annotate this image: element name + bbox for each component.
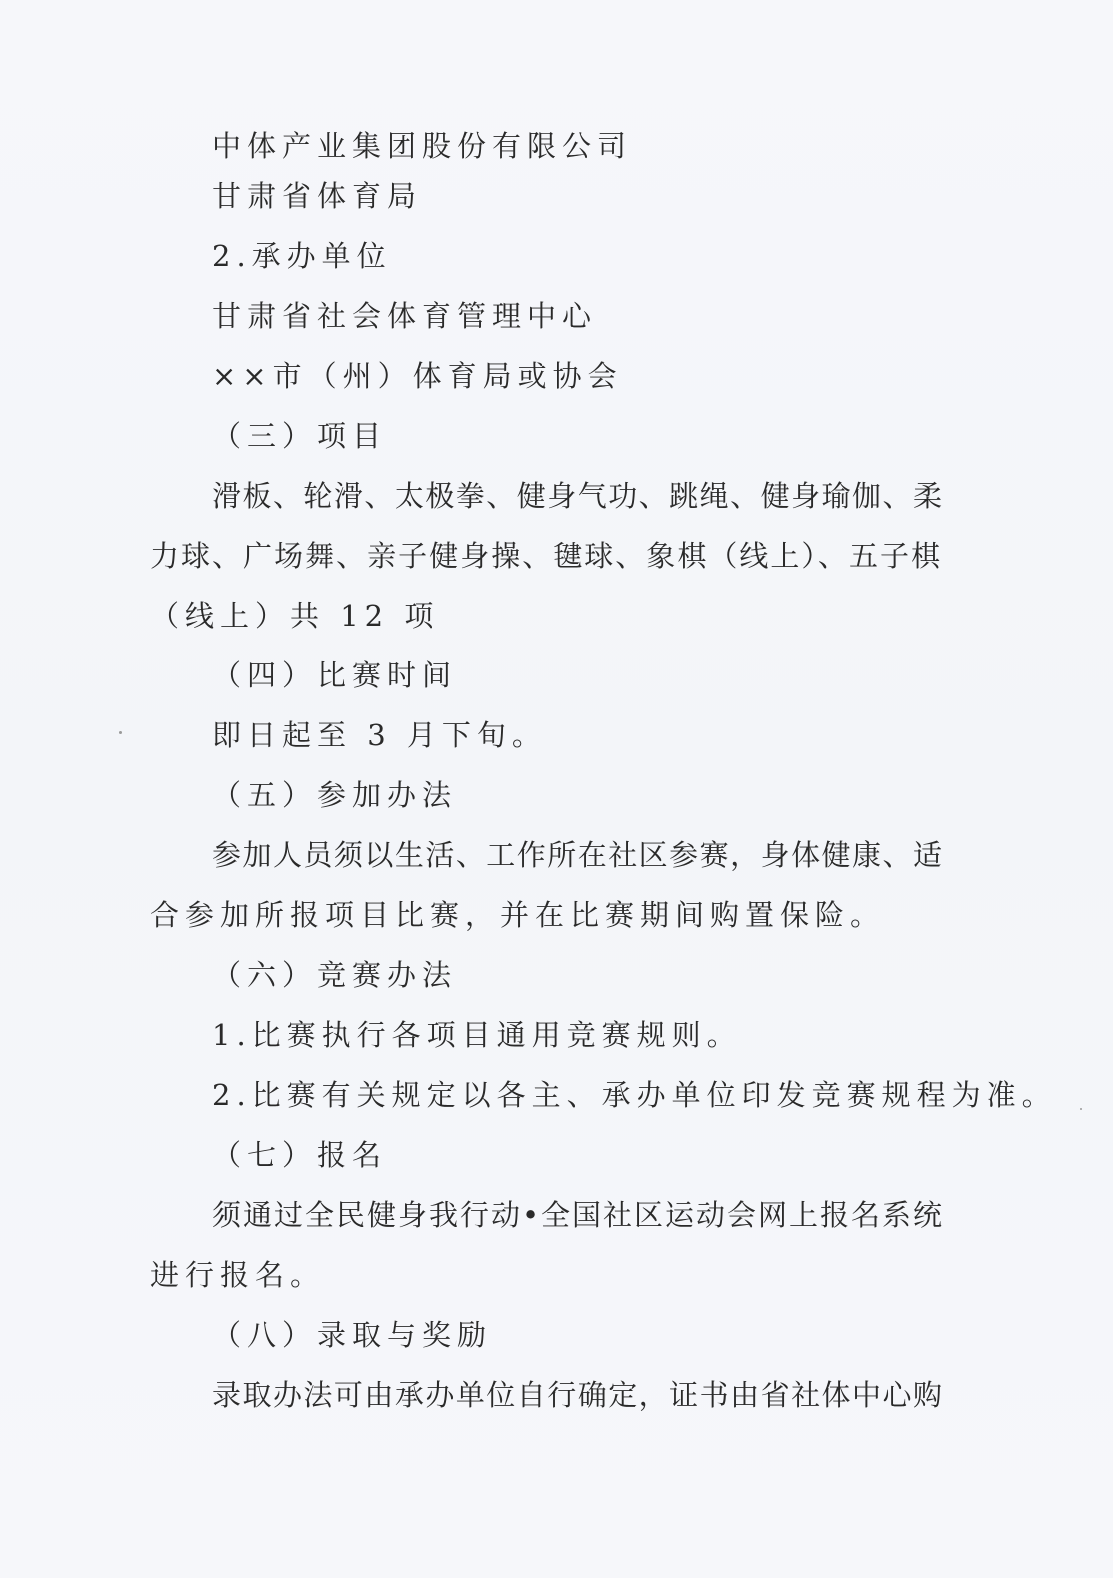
text-line-competition-2: 2.比赛有关规定以各主、承办单位印发竞赛规程为准。 xyxy=(212,1078,1057,1112)
section-heading-competition: （六）竞赛办法 xyxy=(212,958,458,992)
text-line-participation-2: 合参加所报项目比赛，并在比赛期间购置保险。 xyxy=(150,898,886,932)
text-line-events-1: 滑板、轮滑、太极拳、健身气功、跳绳、健身瑜伽、柔 xyxy=(212,479,942,513)
text-line-registration-1: 须通过全民健身我行动•全国社区运动会网上报名系统 xyxy=(212,1198,942,1232)
scan-speck xyxy=(119,731,122,734)
text-line-host-1: 甘肃省社会体育管理中心 xyxy=(212,299,598,333)
text-line-host-2: ××市（州）体育局或协会 xyxy=(212,359,623,393)
scan-speck xyxy=(1080,1108,1082,1110)
section-heading-participation: （五）参加办法 xyxy=(212,778,458,812)
section-heading-awards: （八）录取与奖励 xyxy=(212,1318,493,1352)
text-line-host-heading: 2.承办单位 xyxy=(212,239,392,273)
text-line-participation-1: 参加人员须以生活、工作所在社区参赛，身体健康、适 xyxy=(212,838,942,872)
text-line-competition-1: 1.比赛执行各项目通用竞赛规则。 xyxy=(212,1018,742,1052)
text-line-awards-1: 录取办法可由承办单位自行确定，证书由省社体中心购 xyxy=(212,1378,942,1412)
text-line-organizer-2: 甘肃省体育局 xyxy=(212,179,423,213)
text-line-time: 即日起至 3 月下旬。 xyxy=(212,718,547,752)
text-line-events-2: 力球、广场舞、亲子健身操、毽球、象棋（线上）、五子棋 xyxy=(150,539,940,573)
section-heading-events: （三）项目 xyxy=(212,419,388,453)
section-heading-time: （四）比赛时间 xyxy=(212,658,458,692)
text-line-organizer-1: 中体产业集团股份有限公司 xyxy=(212,129,633,163)
text-line-registration-2: 进行报名。 xyxy=(150,1258,326,1292)
text-line-events-3: （线上）共 12 项 xyxy=(150,599,440,633)
section-heading-registration: （七）报名 xyxy=(212,1138,388,1172)
